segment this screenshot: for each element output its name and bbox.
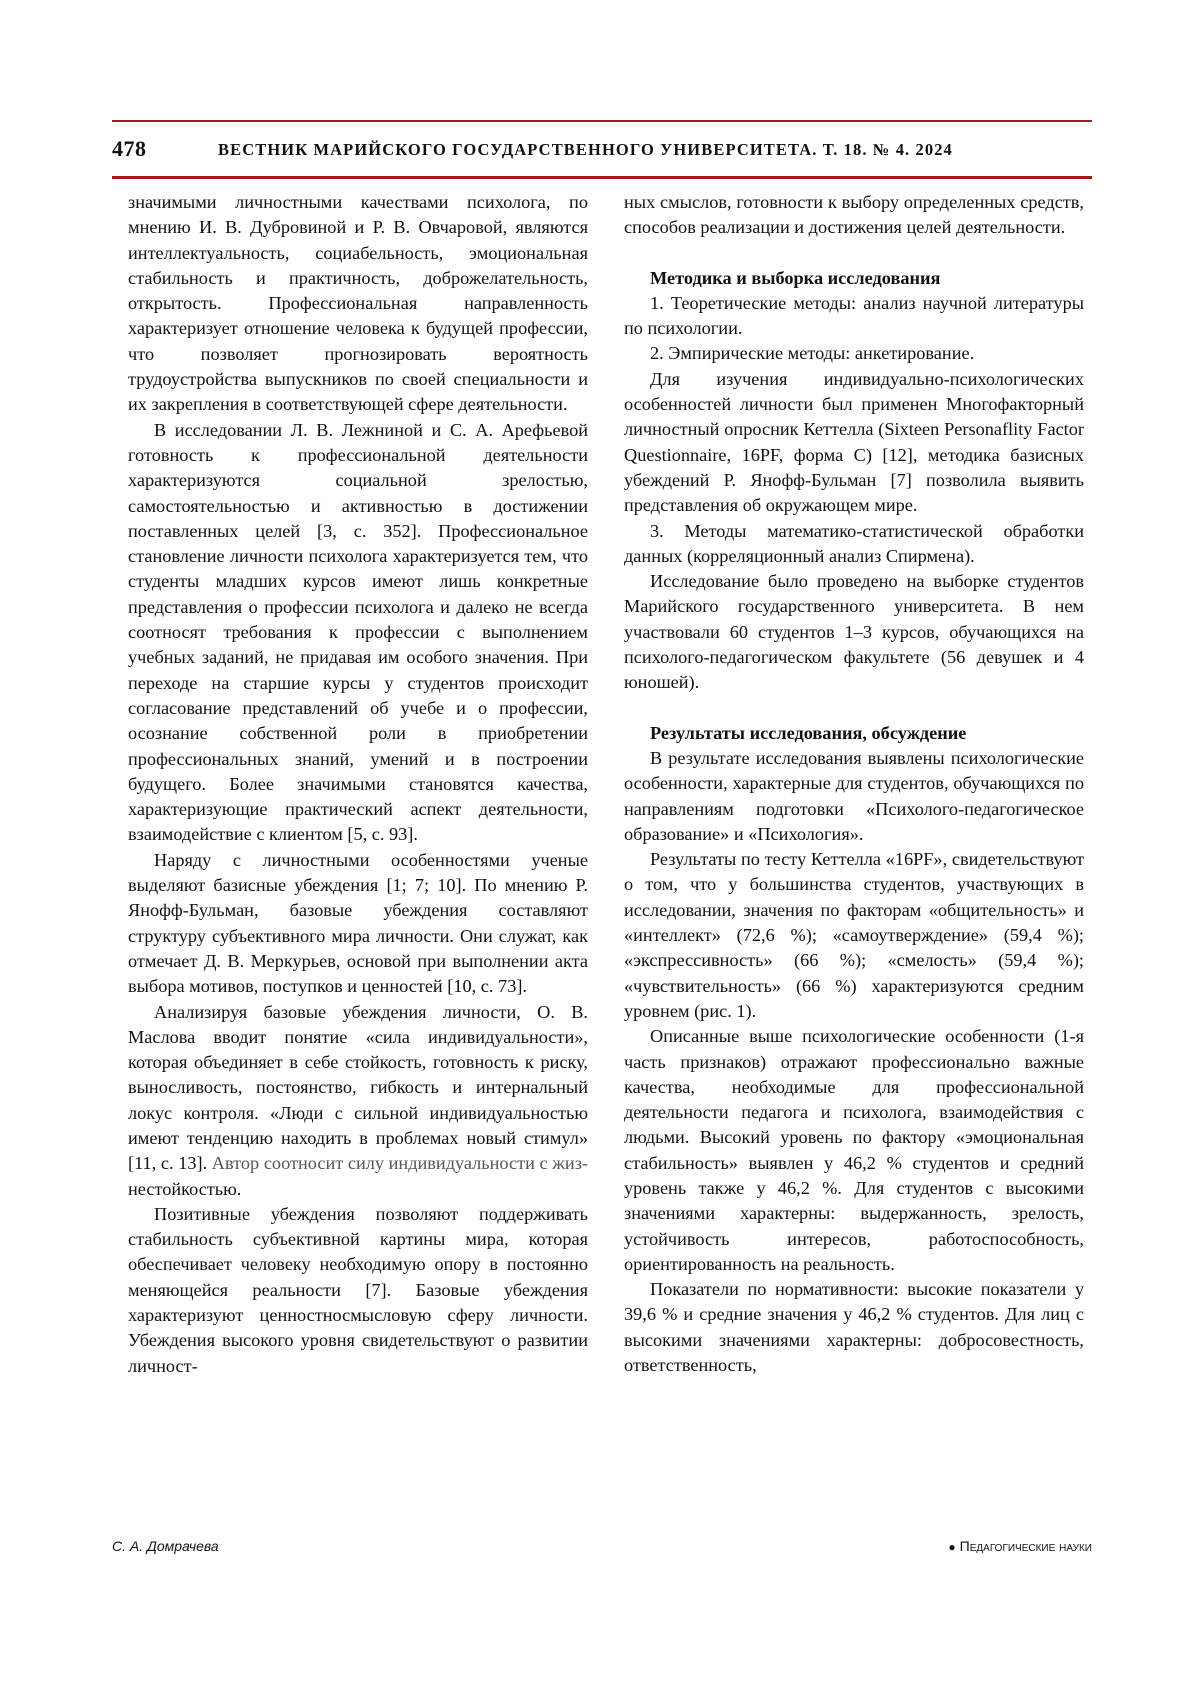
- paragraph: 3. Методы математико-статистической обработки данных (корреляционный анализ Спирмена).: [624, 520, 1084, 566]
- paragraph: Результаты по тесту Кеттелла «16PF», свидетельствуют о том, что у большинства студентов, участвующих в исследовании, значения по факторам «общительность» и «интеллект» (72,6 %); «самоутверждение» (59,4 %); «экспрессивность» (66 %); «смелость» (59,4 %); «чувствительность» (66 %) характеризуются средним уровнем (рис. 1).: [624, 849, 1084, 1021]
- section-heading: Методика и выборка исследования: [650, 267, 941, 288]
- footer-author: С. А. Домрачева: [112, 1538, 219, 1554]
- paragraph: [128, 1000, 588, 1202]
- page-number: 478: [112, 136, 147, 161]
- running-header: [112, 134, 1092, 170]
- paragraph: Исследование было проведено на выборке студентов Марийского государственного университета. В нем участвовали 60 студентов 1–3 курсов, обучающихся на психолого-педагогическом факультете (56 девушек и 4 юношей).: [624, 571, 1084, 693]
- paragraph: Для изучения индивидуально-психологических особенностей личности был применен Многофакторный личностный опросник Кеттелла (Sixteen Personaflity Factor Questionnaire, 16PF, форма C) [12], методика базисных убеждений Р. Янофф-Бульман [7] позволила выявить представления об окружающем мире.: [624, 368, 1084, 516]
- paragraph: Позитивные убеждения позволяют поддерживать стабильность субъективной картины мира, которая обеспечивает человеку необходимую опору в постоянно меняющейся реальности [7]. Базовые убеждения характеризуют ценностносмысловую сферу личности. Убеждения высокого уровня свидетельствуют о развитии личност-: [128, 1203, 588, 1376]
- section-heading: Результаты исследования, обсуждение: [650, 722, 967, 743]
- paragraph: значимыми личностными качествами психолога, по мнению И. В. Дубровиной и Р. В. Овчаровой, являются интеллектуальность, социабельность, эмоциональная стабильность и практичность, доброжелательность, открытость. Профессиональная направленность характеризует отношение человека к будущей профессии, что позволяет прогнозировать вероятность трудоустройства выпускников по своей специальности и их закрепления в соответствующей сфере деятельности.: [128, 192, 588, 415]
- header-top-rule: [112, 120, 1092, 122]
- paragraph: 2. Эмпирические методы: анкетирование.: [650, 343, 975, 364]
- paragraph: Наряду с личностными особенностями ученые выделяют базисные убеждения [1; 7; 10]. По мнению Р. Янофф-Бульман, базовые убеждения составляют структуру субъективного мира личности. Они служат, как отмечает Д. В. Меркурьев, основой при выполнении акта выбора мотивов, поступков и ценностей [10, с. 73].: [128, 849, 588, 997]
- bullet-icon: ●: [948, 1540, 956, 1554]
- footer-section: [948, 1538, 1092, 1554]
- paragraph-text-gray: Автор соотносит силу индивидуальности с жиз-: [211, 1153, 588, 1174]
- left-column: [128, 190, 588, 1379]
- right-column: [624, 190, 1084, 1378]
- paragraph: В исследовании Л. В. Лежниной и С. А. Арефьевой готовность к профессиональной деятельности характеризуются социальной зрелостью, самостоятельностью и активностью в достижении поставленных целей [3, с. 352]. Профессиональное становление личности психолога характеризуется тем, что студенты младших курсов имеют лишь конкретные представления о профессии психолога и далеко не всегда соотносят требования к профессии с выполнением учебных заданий, не придавая им особого значения. При переходе на старшие курсы у студентов происходит согласование представлений об учебе и о профессии, осознание собственной роли в приобретении профессиональных знаний, умений и в построении будущего. Более значимыми становятся качества, характеризующие практический аспект деятельности, взаимодействие с клиентом [5, с. 93].: [128, 419, 588, 845]
- paragraph-text: нестойкостью.: [128, 1178, 242, 1199]
- paragraph: 1. Теоретические методы: анализ научной литературы по психологии.: [624, 292, 1084, 339]
- paragraph: В результате исследования выявлены психологические особенности, характерные для студентов, обучающихся по направлениям подготовки «Психолого-педагогическое образование» и «Психология».: [624, 747, 1084, 844]
- footer-section-label: Педагогические науки: [959, 1538, 1092, 1554]
- journal-title: ВЕСТНИК МАРИЙСКОГО ГОСУДАРСТВЕННОГО УНИВЕРСИТЕТА. Т. 18. № 4. 2024: [218, 140, 953, 159]
- paragraph: Показатели по нормативности: высокие показатели у 39,6 % и средние значения у 46,2 % студентов. Для лиц с высокими значениями характерны: добросовестность, ответственность,: [624, 1279, 1084, 1376]
- paragraph: ных смыслов, готовности к выбору определенных средств, способов реализации и достижения целей деятельности.: [624, 192, 1084, 238]
- paragraph: Описанные выше психологические особенности (1-я часть признаков) отражают профессионально важные качества, необходимые для профессиональной деятельности педагога и психолога, взаимодействия с людьми. Высокий уровень по фактору «эмоциональная стабильность» выявлен у 46,2 % студентов и средний уровень также у 46,2 %. Для студентов с высокими значениями характерны: выдержанность, зрелость, устойчивость интересов, работоспособность, ориентированность на реальность.: [624, 1026, 1084, 1274]
- header-bottom-rule: [112, 176, 1092, 179]
- paragraph-text: Анализируя базовые убеждения личности, О. В. Маслова вводит понятие «сила индивидуальности», которая объединяет в себе стойкость, готовность к риску, выносливость, постоянство, гибкость и интернальный локус контроля. «Люди с сильной индивидуальностью имеют тенденцию находить в проблемах новый стимул» [11, с. 13].: [128, 1001, 588, 1174]
